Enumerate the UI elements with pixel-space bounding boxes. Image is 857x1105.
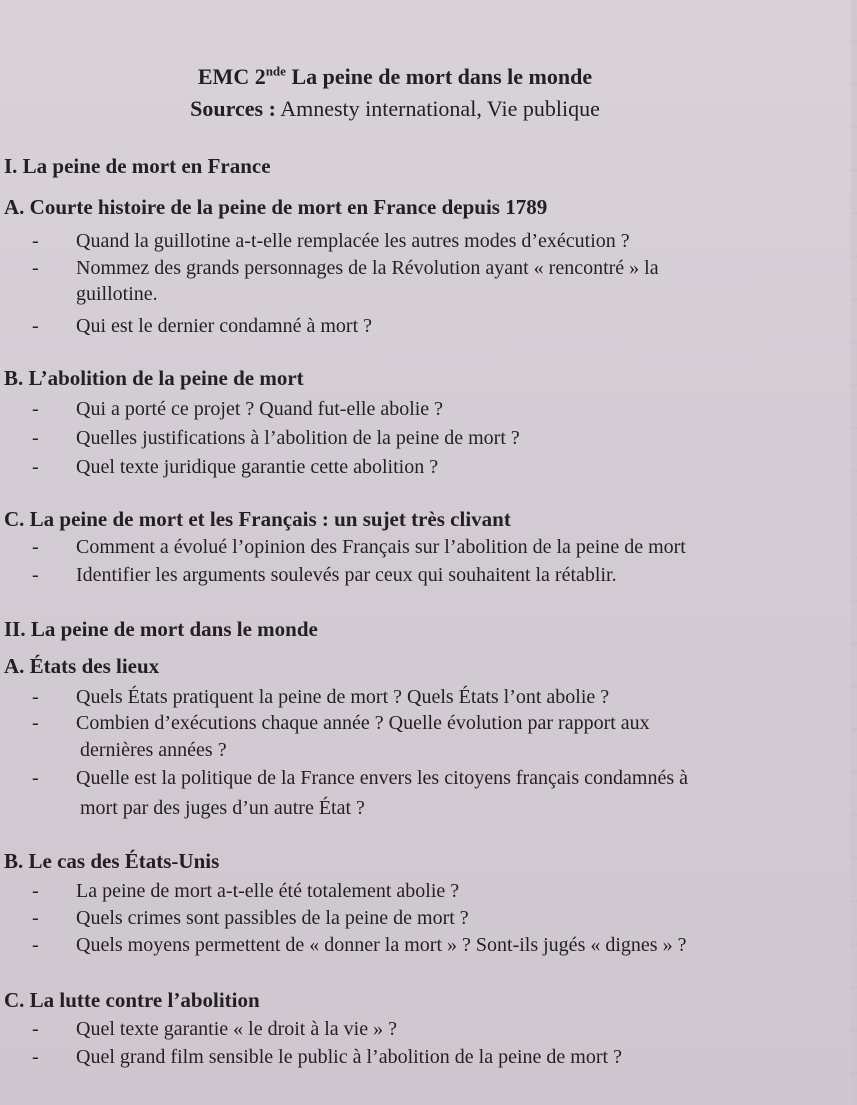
question-2a-1: [32, 686, 609, 709]
question-2a-2-continuation: dernières années ?: [80, 739, 227, 761]
bullet-dash: -: [32, 712, 39, 734]
question-2c-2: [32, 1046, 622, 1069]
bullet-dash: -: [32, 564, 39, 586]
bullet-dash: -: [32, 398, 39, 420]
worksheet-title: [0, 64, 790, 90]
question-1a-2-continuation: guillotine.: [76, 283, 158, 305]
question-text: Qui a porté ce projet ? Quand fut-elle abolie ?: [76, 398, 444, 420]
question-text: Quelles justifications à l’abolition de la peine de mort ?: [76, 427, 520, 449]
question-text: Identifier les arguments soulevés par ceux qui souhaitent la rétablir.: [76, 564, 617, 586]
bullet-dash: -: [32, 767, 39, 789]
question-text: Quels États pratiquent la peine de mort ? Quels États l’ont abolie ?: [76, 686, 610, 708]
question-text: Comment a évolué l’opinion des Français sur l’abolition de la peine de mort: [76, 536, 686, 558]
question-text: La peine de mort a-t-elle été totalement abolie ?: [76, 880, 460, 902]
bullet-dash: -: [32, 427, 39, 449]
question-text: Quels moyens permettent de « donner la mort » ? Sont-ils jugés « dignes » ?: [76, 934, 687, 956]
question-1b-3: [32, 456, 438, 479]
bullet-dash: -: [32, 315, 39, 337]
sources-text: Amnesty international, Vie publique: [275, 96, 600, 121]
question-1a-1: [32, 230, 630, 253]
question-2b-1: [32, 880, 459, 903]
bullet-dash: -: [32, 230, 39, 252]
bullet-dash: -: [32, 1046, 39, 1068]
question-2c-1: [32, 1018, 397, 1041]
bullet-dash: -: [32, 880, 39, 902]
question-2a-2: [32, 712, 650, 735]
question-2a-3-continuation: mort par des juges d’un autre État ?: [80, 797, 365, 819]
bullet-dash: -: [32, 456, 39, 478]
question-1b-1: [32, 398, 443, 421]
question-1c-2: [32, 564, 617, 587]
question-2b-2: [32, 907, 469, 930]
title-rest: La peine de mort dans le monde: [285, 64, 593, 89]
question-text: Quand la guillotine a-t-elle remplacée les autres modes d’exécution ?: [76, 230, 630, 252]
question-text: Qui est le dernier condamné à mort ?: [76, 315, 372, 337]
section-2c-heading: C. La lutte contre l’abolition: [4, 988, 260, 1012]
question-text: Combien d’exécutions chaque année ? Quelle évolution par rapport aux: [76, 712, 650, 734]
question-text: Quelle est la politique de la France envers les citoyens français condamnés à: [76, 767, 688, 789]
question-1a-3: [32, 315, 372, 338]
title-prefix: EMC 2: [197, 64, 266, 89]
part-1-heading: I. La peine de mort en France: [4, 154, 271, 178]
bullet-dash: -: [32, 934, 39, 956]
sources-label: Sources :: [190, 96, 276, 121]
question-text: Quel texte garantie « le droit à la vie » ?: [76, 1018, 397, 1040]
section-1c-heading: C. La peine de mort et les Français : un sujet très clivant: [4, 507, 511, 531]
bullet-dash: -: [32, 1018, 39, 1040]
title-superscript: nde: [265, 63, 286, 79]
sources-line: [0, 96, 790, 122]
paper-stack-edge: [851, 0, 857, 1105]
question-1c-1: [32, 536, 686, 559]
question-2b-3: [32, 934, 686, 957]
question-text: Quels crimes sont passibles de la peine de mort ?: [76, 907, 469, 929]
question-1b-2: [32, 427, 520, 450]
part-2-heading: II. La peine de mort dans le monde: [4, 617, 318, 641]
section-1b-heading: B. L’abolition de la peine de mort: [4, 366, 304, 390]
bullet-dash: -: [32, 536, 39, 558]
section-2a-heading: A. États des lieux: [4, 654, 160, 678]
question-text: Quel texte juridique garantie cette abolition ?: [76, 456, 439, 478]
section-2b-heading: B. Le cas des États-Unis: [4, 849, 220, 873]
question-1a-2: [32, 257, 659, 280]
bullet-dash: -: [32, 907, 39, 929]
section-1a-heading: A. Courte histoire de la peine de mort en France depuis 1789: [4, 195, 548, 219]
question-2a-3: [32, 767, 688, 790]
question-text: Quel grand film sensible le public à l’abolition de la peine de mort ?: [76, 1046, 622, 1068]
question-text: Nommez des grands personnages de la Révolution ayant « rencontré » la: [76, 257, 659, 279]
bullet-dash: -: [32, 257, 39, 279]
bullet-dash: -: [32, 686, 39, 708]
